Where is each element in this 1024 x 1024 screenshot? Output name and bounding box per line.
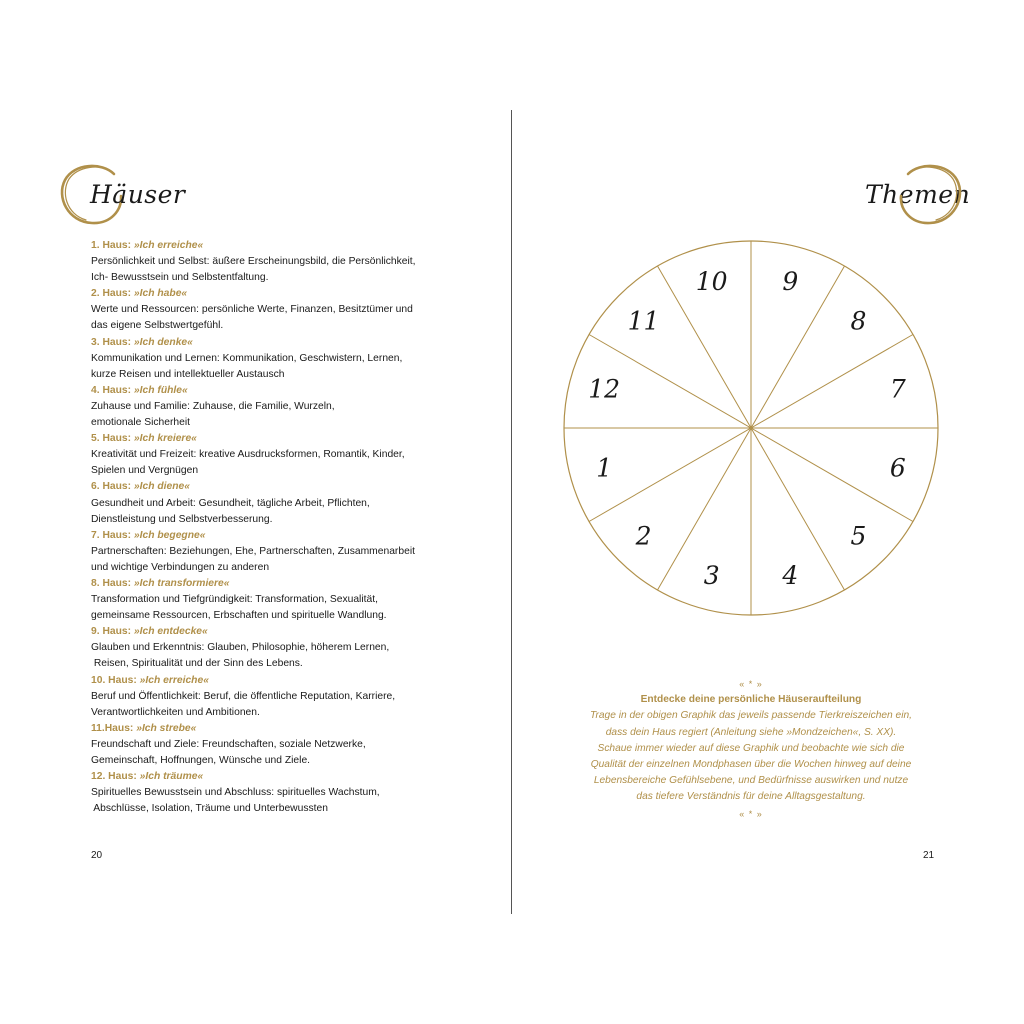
note-line: Qualität der einzelnen Mondphasen über die Wochen hinweg auf deine [590,759,912,771]
wheel-house-number: 12 [588,374,621,404]
wheel-house-number: 8 [850,306,867,336]
house-description [91,447,471,479]
house-description-line: Spirituelles Bewusstsein und Abschluss: spirituelles Wachstum, [91,787,380,799]
house-motto: »Ich träume« [139,771,204,783]
house-motto: »Ich fühle« [133,384,188,396]
wheel-house-number: 4 [782,560,799,590]
house-number: 10. Haus: [91,674,140,686]
house-title [91,286,471,302]
house-description-line: Abschlüsse, Isolation, Träume und Unterbewussten [91,803,328,815]
page-number: 20 [91,850,103,861]
house-description-line: Gemeinschaft, Hoffnungen, Wünsche und Ziele. [91,755,311,766]
ornament-top: « * » [739,679,763,689]
house-motto: »Ich begegne« [133,529,206,541]
house-number: 7. Haus: [91,529,134,541]
house-number: 11.Haus: [91,722,137,734]
house-motto: »Ich erreiche« [139,674,209,686]
house-title [91,335,471,351]
house-motto: »Ich kreiere« [133,433,197,445]
house-description-line: Gesundheit und Arbeit: Gesundheit, tägliche Arbeit, Pflichten, [91,497,370,509]
wheel-house-number: 3 [703,560,720,590]
house-description [91,640,471,672]
house-number: 12. Haus: [91,771,140,783]
note-line: Trage in der obigen Graphik das jeweils passende Tierkreiszeichen ein, [590,710,912,722]
house-description-line: Partnerschaften: Beziehungen, Ehe, Partnerschaften, Zusammenarbeit [91,545,415,557]
note-title: Entdecke deine persönliche Häuseraufteilung [640,694,862,706]
house-title [91,528,471,544]
house-title [91,479,471,495]
house-description-line: Beruf und Öffentlichkeit: Beruf, die öffentliche Reputation, Karriere, [91,690,396,702]
house-number: 9. Haus: [91,626,134,638]
house-motto: »Ich entdecke« [133,626,208,638]
house-description-line: Freundschaft und Ziele: Freundschaften, soziale Netzwerke, [91,738,366,750]
house-description-line: emotionale Sicherheit [91,417,191,429]
house-number: 2. Haus: [91,288,134,300]
house-number: 4. Haus: [91,384,134,396]
house-description-line: Transformation und Tiefgründigkeit: Transformation, Sexualität, [91,594,378,606]
house-description-line: gemeinsame Ressourcen, Erbschaften und spirituelle Wandlung. [91,610,387,622]
wheel-house-number: 10 [695,267,728,297]
house-number: 3. Haus: [91,336,134,348]
house-description [91,785,471,817]
house-description-line: Glauben und Erkenntnis: Glauben, Philosophie, höherem Lernen, [91,642,390,654]
house-description [91,254,471,286]
page-number: 21 [923,850,935,861]
house-description-line: Persönlichkeit und Selbst: äußere Erscheinungsbild, die Persönlichkeit, [91,256,416,268]
house-motto: »Ich erreiche« [133,240,204,251]
house-title [91,431,471,447]
house-description-line: Kommunikation und Lernen: Kommunikation, Geschwistern, Lernen, [91,352,403,364]
house-number: 1. Haus: [91,240,134,251]
house-description-line: kurze Reisen und intellektueller Austausch [91,368,285,380]
house-description [91,496,471,528]
houses-wheel [561,240,941,620]
wheel-house-number: 9 [782,267,799,297]
house-description-line: Dienstleistung und Selbstverbesserung. [91,513,273,525]
page-heading: Häuser [90,180,186,209]
house-description [91,544,471,576]
house-description-line: Verantwortlichkeiten und Ambitionen. [91,706,260,718]
house-description-line: Kreativität und Freizeit: kreative Ausdrucksformen, Romantik, Kinder, [91,449,405,461]
house-number: 8. Haus: [91,577,134,589]
note-line: Lebensbereiche Gefühlsebene, und Bedürfnisse auswirken und nutze [593,775,909,787]
house-description-line: Ich- Bewusstsein und Selbstentfaltung. [91,272,269,284]
house-title [91,624,471,640]
house-title [91,769,471,785]
house-description-line: und wichtige Verbindungen zu anderen [91,561,270,573]
gold-ring-ornament-icon [896,160,966,230]
house-description [91,737,471,769]
house-title [91,673,471,689]
house-description [91,302,471,334]
house-motto: »Ich denke« [133,336,193,348]
house-description-line: Zuhause und Familie: Zuhause, die Familie, Wurzeln, [91,400,335,412]
house-number: 6. Haus: [91,481,134,493]
house-description-line: Werte und Ressourcen: persönliche Werte, Finanzen, Besitztümer und [91,304,413,316]
house-title [91,383,471,399]
wheel-house-number: 1 [596,453,613,483]
house-description-line: Spielen und Vergnügen [91,465,199,477]
wheel-house-number: 7 [889,374,906,404]
note-body [561,708,941,805]
house-motto: »Ich diene« [133,481,191,493]
wheel-house-number: 2 [635,521,652,551]
wheel-house-number: 6 [889,453,906,483]
house-title [91,576,471,592]
note-line: dass dein Haus regiert (Anleitung siehe »Mondzeichen«, S. XX). [605,726,897,738]
house-description [91,399,471,431]
house-motto: »Ich strebe« [136,722,197,734]
house-motto: »Ich transformiere« [133,577,230,589]
houses-list [91,238,471,817]
house-title [91,721,471,737]
note-line: Schaue immer wieder auf diese Graphik und beobachte wie sich die [597,742,905,754]
house-title [91,238,471,254]
note-line: das tiefere Verständnis für deine Alltagsgestaltung. [636,791,866,803]
house-description [91,689,471,721]
right-page [513,0,1024,1024]
ornament-bottom: « * » [739,808,763,819]
house-description-line: Reisen, Spiritualität und der Sinn des Lebens. [91,658,303,670]
house-description [91,592,471,624]
wheel-house-number: 5 [850,521,867,551]
page-heading: Themen [865,180,971,209]
house-description-line: das eigene Selbstwertgefühl. [91,320,224,332]
house-number: 5. Haus: [91,433,134,445]
house-motto: »Ich habe« [133,288,188,300]
house-description [91,351,471,383]
instruction-note [561,676,941,822]
wheel-house-number: 11 [627,306,660,336]
